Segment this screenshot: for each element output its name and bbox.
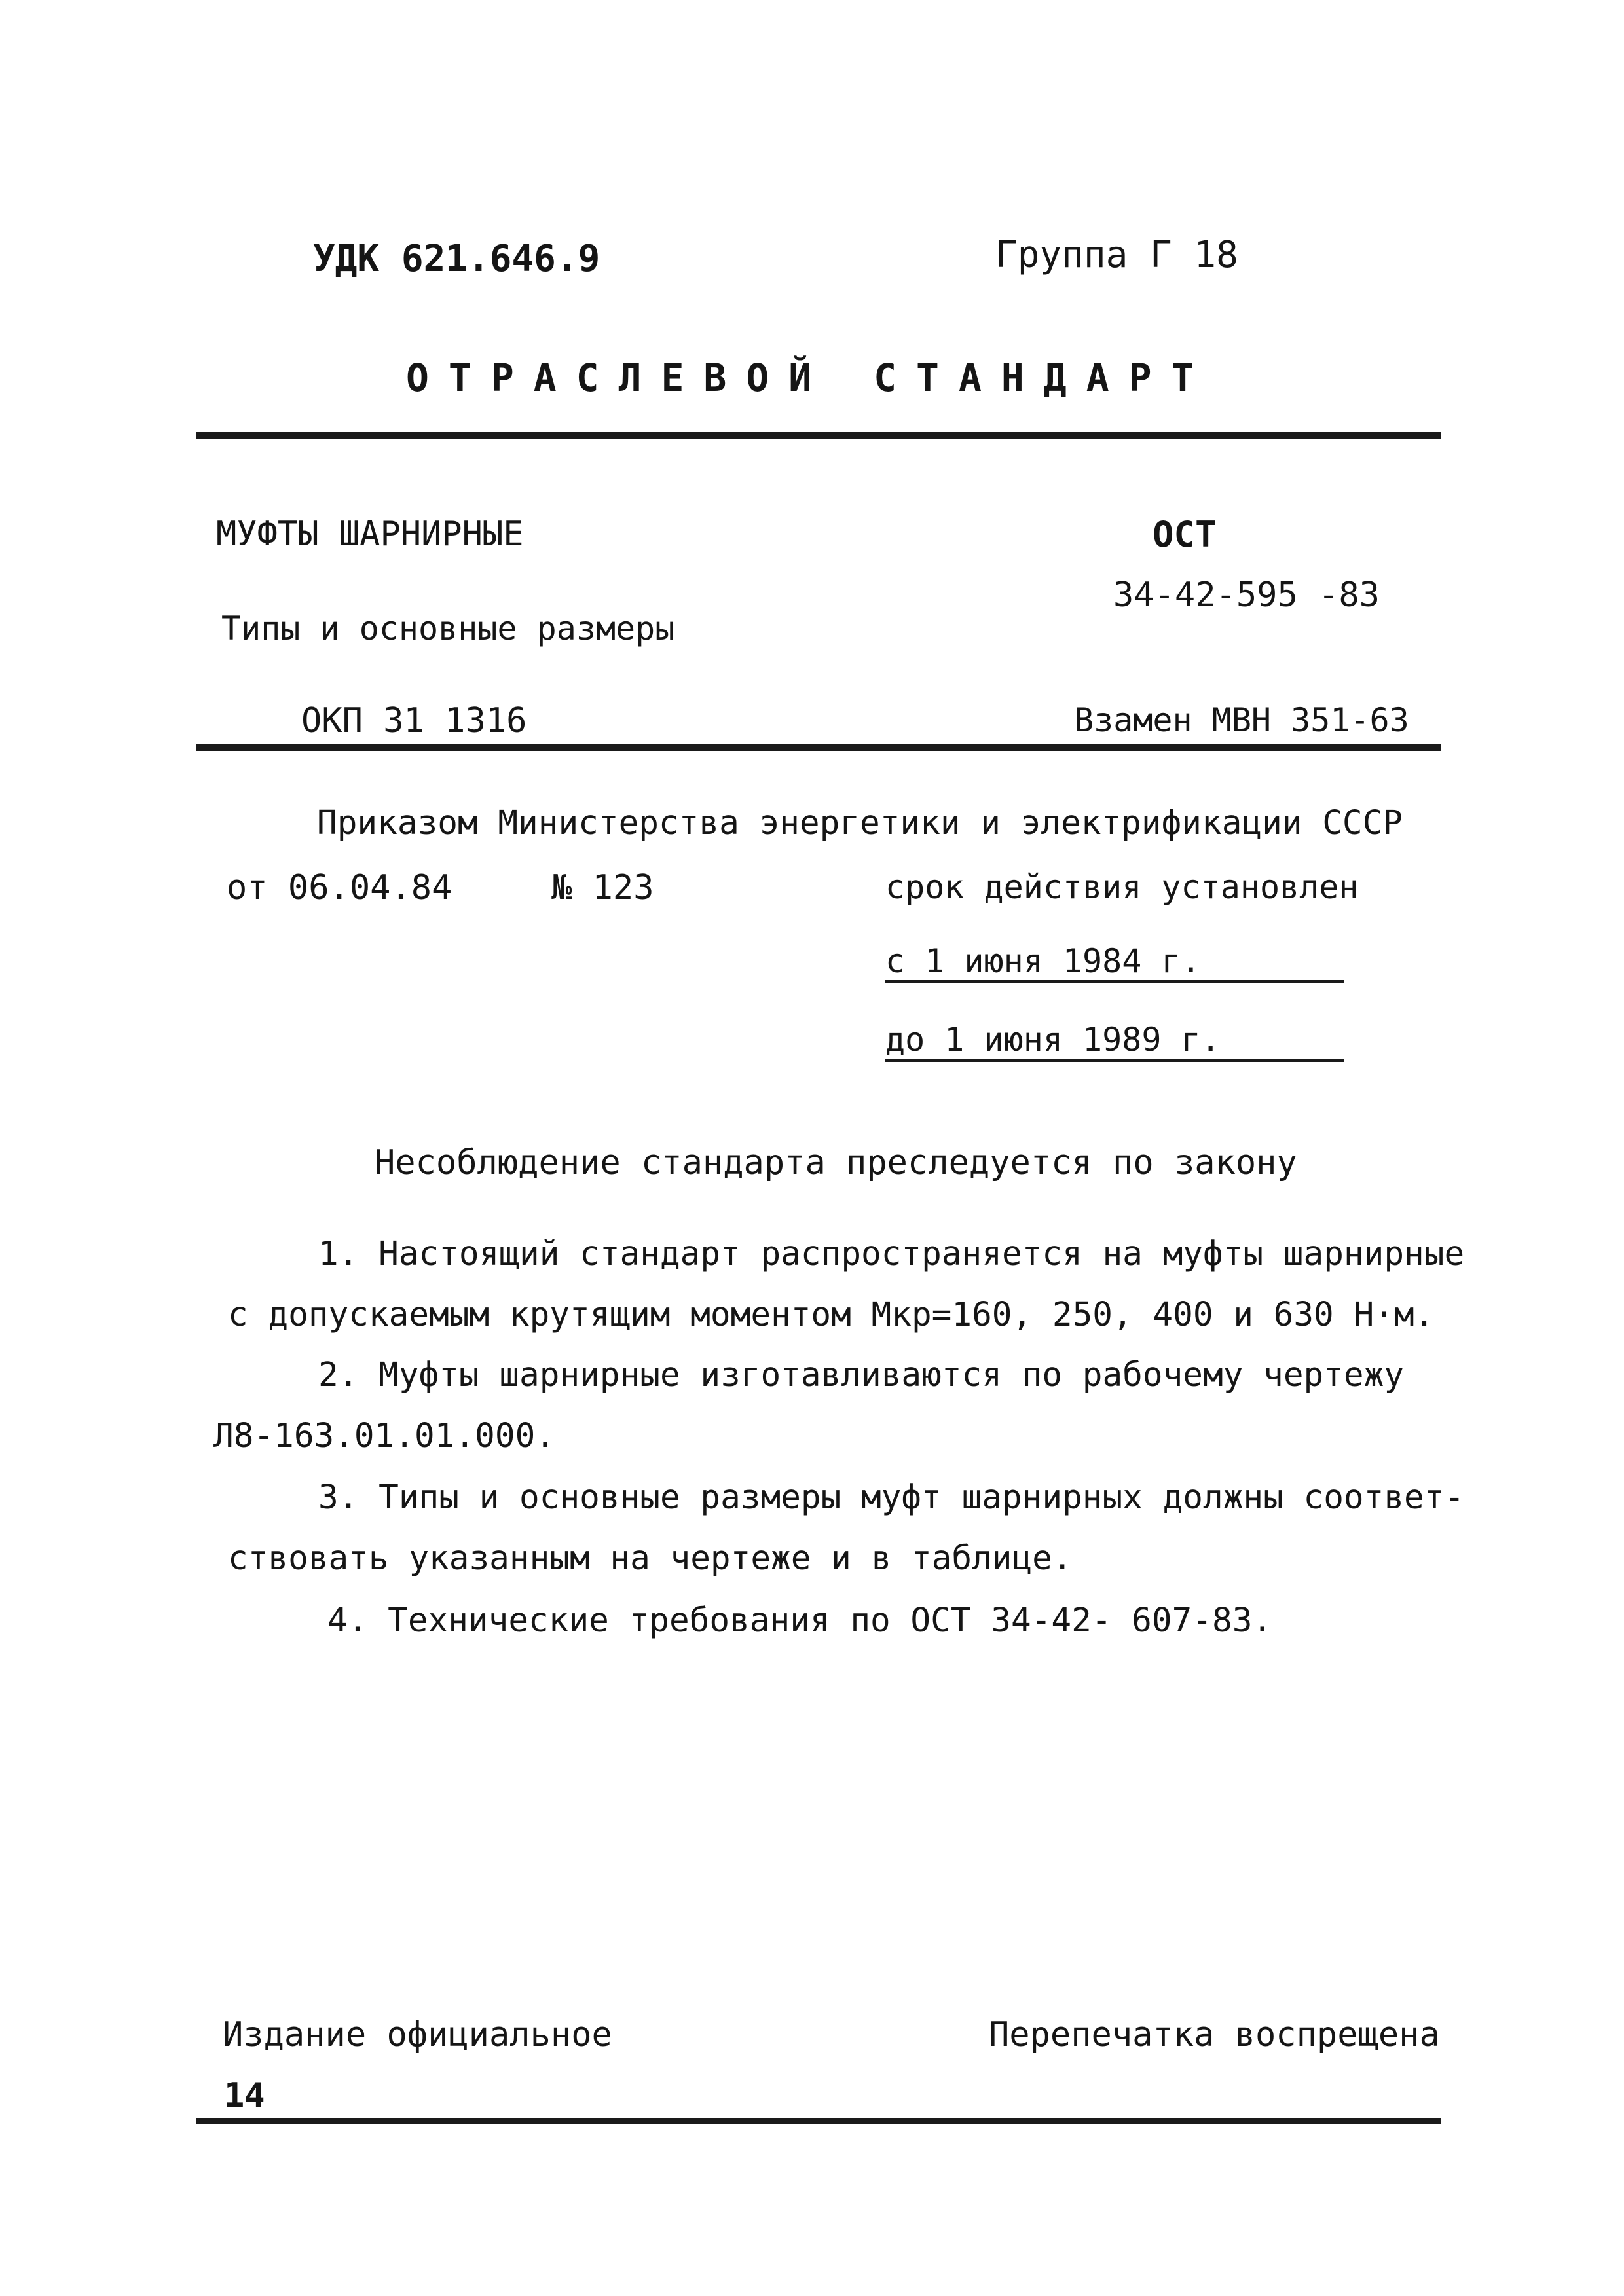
validity-to-underline bbox=[885, 1059, 1344, 1062]
udk-code: УДК 621.646.9 bbox=[313, 238, 600, 280]
clause-1-line-2: с допускаемым крутящим моментом Мкр=160, 250, 400 и 630 Н·м. bbox=[228, 1296, 1435, 1334]
standard-subtitle: Типы и основные размеры bbox=[221, 610, 675, 647]
reprint-note: Перепечатка воспрещена bbox=[989, 2015, 1440, 2054]
standard-name: МУФТЫ ШАРНИРНЫЕ bbox=[216, 515, 524, 554]
validity-to: до 1 июня 1989 г. bbox=[885, 1021, 1221, 1059]
page-number: 14 bbox=[224, 2076, 265, 2115]
document-type-title: ОТРАСЛЕВОЙ СТАНДАРТ bbox=[406, 355, 1214, 400]
replaces-standard: Взамен МВН 351-63 bbox=[1074, 701, 1409, 739]
clause-4: 4. Технические требования по ОСТ 34-42- 607-83. bbox=[327, 1601, 1273, 1640]
titleblock-bottom-rule bbox=[196, 744, 1441, 751]
footer-rule bbox=[196, 2118, 1441, 2124]
clause-1-line-1: 1. Настоящий стандарт распространяется на муфты шарнирные bbox=[318, 1235, 1465, 1273]
validity-from: с 1 июня 1984 г. bbox=[885, 942, 1201, 980]
legal-notice: Несоблюдение стандарта преследуется по закону bbox=[375, 1143, 1297, 1182]
group-code: Группа Г 18 bbox=[995, 234, 1238, 276]
order-text: Приказом Министерства энергетики и электрификации СССР bbox=[317, 804, 1403, 843]
edition-note: Издание официальное bbox=[223, 2015, 612, 2054]
ost-number: 34-42-595 -83 bbox=[1113, 575, 1380, 615]
validity-from-underline bbox=[885, 980, 1344, 983]
clause-2-line-1: 2. Муфты шарнирные изготавливаются по рабочему чертежу bbox=[318, 1356, 1405, 1394]
ost-label: ОСТ bbox=[1153, 514, 1217, 555]
clause-2-line-2: Л8-163.01.01.000. bbox=[213, 1417, 555, 1455]
clause-3-line-1: 3. Типы и основные размеры муфт шарнирных должны соответ- bbox=[318, 1478, 1465, 1517]
clause-3-line-2: ствовать указанным на чертеже и в таблице. bbox=[228, 1539, 1073, 1578]
order-date: от 06.04.84 bbox=[227, 868, 452, 907]
order-number: № 123 bbox=[551, 868, 654, 907]
okp-code: ОКП 31 1316 bbox=[301, 701, 527, 740]
top-double-rule bbox=[196, 432, 1441, 439]
validity-label: срок действия установлен bbox=[885, 868, 1359, 906]
